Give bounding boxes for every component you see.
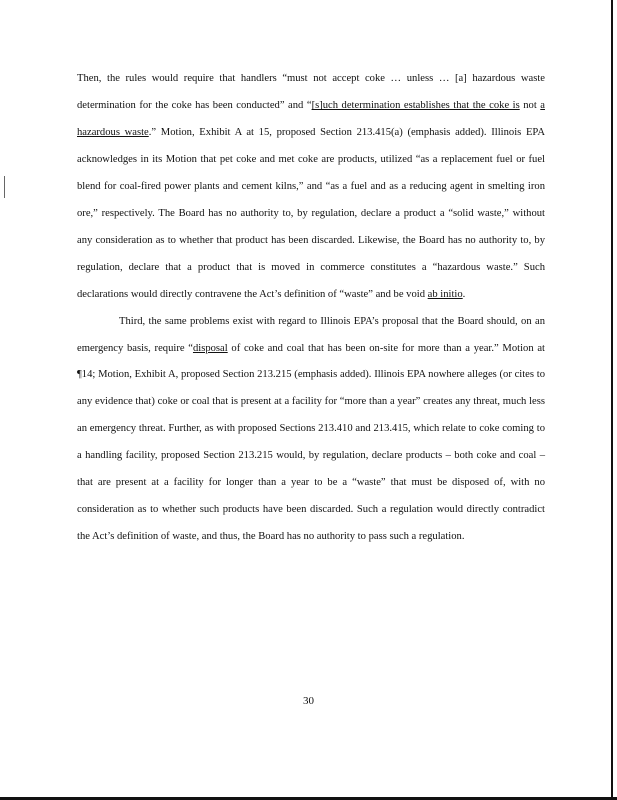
underlined-latin-term: ab initio (427, 288, 463, 300)
page-number: 30 (303, 695, 314, 707)
paragraph-2: Third, the same problems exist with regard to Illinois EPA’s proposal that the Board should, on an emergency basis, require “disposal of coke and coal that has been on-site for more than a year.” Motion at ¶14; Motion, Exhibit A, proposed Section 213.215 (emphasis added). Illinois EPA nowhere alleges (or cites to any evidence that) coke or coal that is present at a facility for “more than a year” creates any threat, much less an emergency threat. Further, as with proposed Sections 213.410 and 213.415, which relate to coke coming to a handling facility, proposed Section 213.215 would, by regulation, declare products – both coke and coal – that are present at a facility for longer than a year to be a “waste” that must be disposed of, with no consideration as to whether such products have been discarded. Such a regulation would directly contradict the Act’s definition of waste, and thus, the Board has no authority to pass such a regulation. (77, 315, 545, 543)
scan-edge-right (611, 0, 613, 800)
underlined-phrase: a hazardous waste (77, 99, 545, 138)
scan-margin-mark (4, 176, 5, 198)
underlined-word: disposal (192, 342, 228, 354)
underlined-phrase: [s]uch determination establishes that the coke is (311, 99, 520, 111)
paragraph-1: Then, the rules would require that handlers “must not accept coke … unless … [a] hazardous waste determination for the coke has been conducted” and “[s]uch determination establishes that the coke is not a hazardous waste.” Motion, Exhibit A at 15, proposed Section 213.415(a) (emphasis added). Illinois EPA acknowledges in its Motion that pet coke and met coke are products, utilized “as a replacement fuel or fuel blend for coal-fired power plants and cement kilns,” and “as a fuel and as a reducing agent in smelting iron ore,” respectively. The Board has no authority to, by regulation, declare a product a “solid waste,” without any consideration as to whether that product has been discarded. Likewise, the Board has no authority to, by regulation, declare that a product that is moved in commerce constitutes a “hazardous waste.” Such declarations would directly contravene the Act’s definition of “waste” and be void ab initio. (77, 73, 545, 300)
body-text (77, 66, 545, 551)
